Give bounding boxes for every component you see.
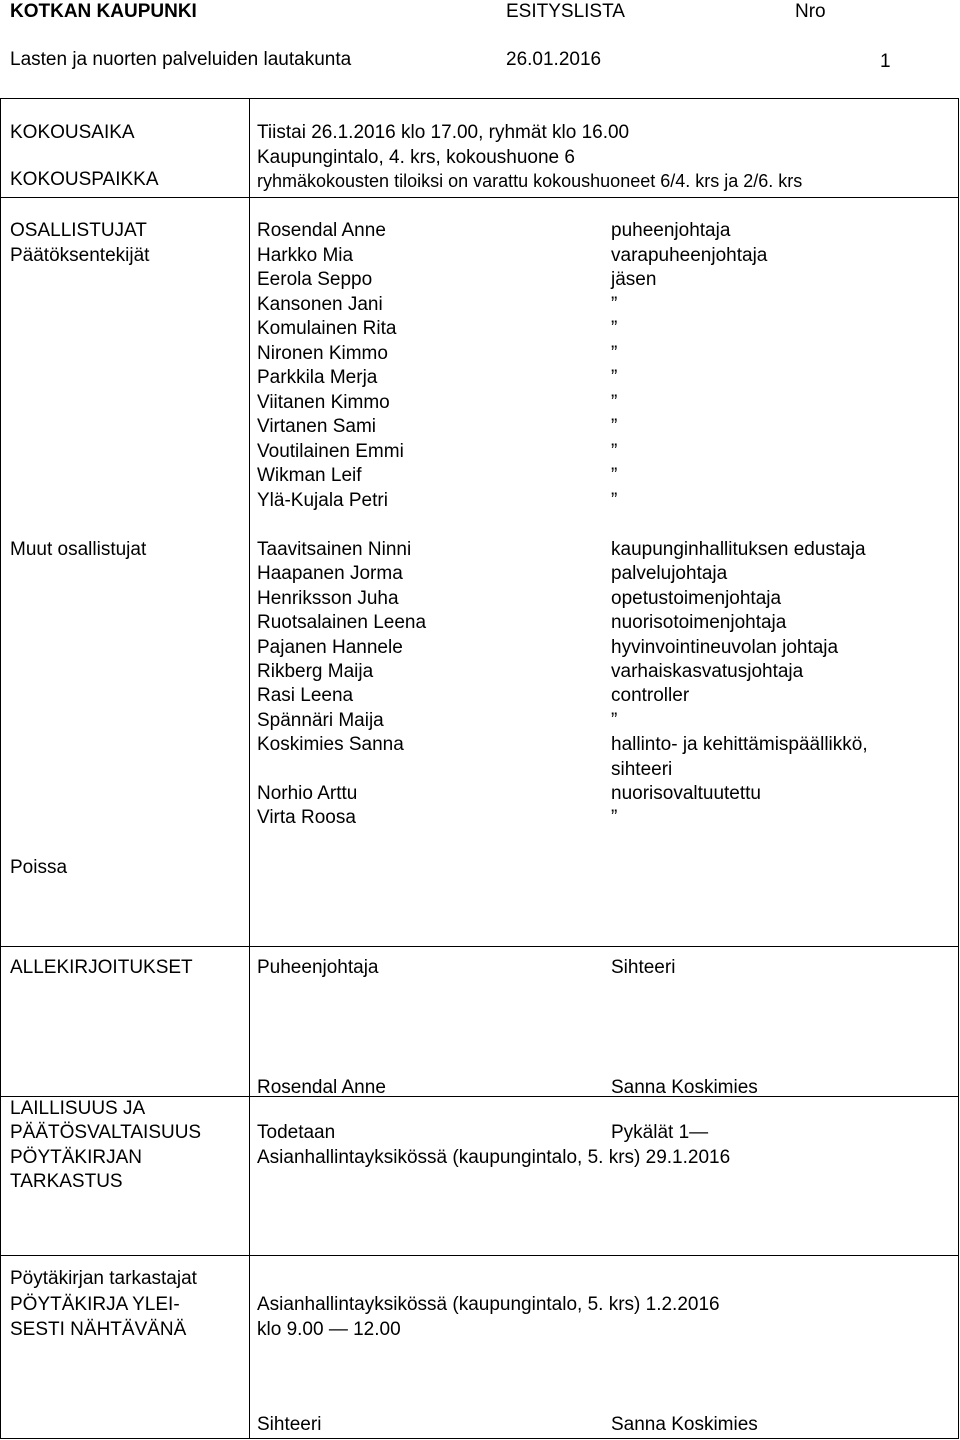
other-participant-role: sihteeri bbox=[611, 758, 673, 780]
meeting-info-bottom-border bbox=[0, 197, 959, 198]
meeting-place-label: KOKOUSPAIKKA bbox=[10, 169, 159, 190]
member-name: Harkko Mia bbox=[257, 244, 354, 266]
member-role: jäsen bbox=[611, 269, 657, 290]
review-label-1: PÖYTÄKIRJAN bbox=[10, 1147, 142, 1168]
public-display-value-2: klo 9.00 — 12.00 bbox=[257, 1319, 401, 1340]
public-display-value-1: Asianhallintayksikössä (kaupungintalo, 5. krs) 1.2.2016 bbox=[257, 1294, 720, 1315]
other-participant-name: Norhio Arttu bbox=[257, 783, 358, 804]
public-display-label-1: PÖYTÄKIRJA YLEI- bbox=[10, 1294, 180, 1315]
legality-sections: Pykälät 1— bbox=[611, 1122, 709, 1143]
board-name: Lasten ja nuorten palveluiden lautakunta bbox=[10, 49, 352, 70]
other-participant-role: kaupunginhallituksen edustaja bbox=[611, 539, 866, 560]
doc-type: ESITYSLISTA bbox=[506, 1, 625, 22]
other-participant-role: hallinto- ja kehittämispäällikkö, bbox=[611, 734, 868, 756]
column-divider bbox=[249, 98, 250, 1439]
other-participant-name: Rikberg Maija bbox=[257, 661, 374, 682]
member-name: Kansonen Jani bbox=[257, 293, 383, 315]
participants-label: OSALLISTUJAT bbox=[10, 220, 147, 241]
footer-secretary-name: Sanna Koskimies bbox=[611, 1414, 758, 1435]
meeting-place-line1: Kaupungintalo, 4. krs, kokoushuone 6 bbox=[257, 147, 575, 168]
member-role: ” bbox=[611, 416, 618, 437]
meeting-time-label: KOKOUSAIKA bbox=[10, 122, 135, 143]
review-label-2: TARKASTUS bbox=[10, 1171, 123, 1192]
member-name: Wikman Leif bbox=[257, 465, 362, 486]
member-name: Nironen Kimmo bbox=[257, 342, 388, 364]
table-bottom-border bbox=[0, 1438, 959, 1439]
other-participants-label: Muut osallistujat bbox=[10, 539, 147, 560]
decision-makers-label: Päätöksentekijät bbox=[10, 245, 150, 266]
org-name: KOTKAN KAUPUNKI bbox=[10, 1, 197, 22]
chair-title: Puheenjohtaja bbox=[257, 957, 379, 978]
meeting-place-line2: ryhmäkokousten tiloiksi on varattu kokoushuoneet 6/4. krs ja 2/6. krs bbox=[257, 171, 803, 191]
secretary-title: Sihteeri bbox=[611, 957, 676, 978]
other-participant-role: palvelujohtaja bbox=[611, 563, 728, 585]
member-name: Viitanen Kimmo bbox=[257, 391, 390, 413]
other-participant-name: Haapanen Jorma bbox=[257, 563, 403, 585]
member-role: ” bbox=[611, 489, 618, 511]
other-participant-name: Pajanen Hannele bbox=[257, 636, 403, 658]
chair-name: Rosendal Anne bbox=[257, 1077, 386, 1098]
other-participant-name: Taavitsainen Ninni bbox=[257, 539, 412, 560]
meeting-time-value: Tiistai 26.1.2016 klo 17.00, ryhmät klo 16.00 bbox=[257, 122, 630, 143]
member-role: ” bbox=[611, 293, 618, 315]
other-participant-role: nuorisotoimenjohtaja bbox=[611, 612, 787, 634]
member-name: Rosendal Anne bbox=[257, 220, 386, 241]
signatures-label: ALLEKIRJOITUKSET bbox=[10, 957, 193, 978]
other-participant-name: Spännäri Maija bbox=[257, 709, 384, 731]
participants-bottom-border bbox=[0, 946, 959, 947]
member-name: Komulainen Rita bbox=[257, 318, 397, 339]
other-participant-name: Virta Roosa bbox=[257, 807, 356, 829]
member-role: ” bbox=[611, 465, 618, 486]
member-role: ” bbox=[611, 342, 618, 364]
other-participant-role: ” bbox=[611, 807, 618, 829]
other-participant-role: hyvinvointineuvolan johtaja bbox=[611, 636, 839, 658]
member-role: ” bbox=[611, 440, 618, 462]
other-participant-role: nuorisovaltuutettu bbox=[611, 783, 761, 804]
other-participant-name: Koskimies Sanna bbox=[257, 734, 404, 756]
other-participant-role: opetustoimenjohtaja bbox=[611, 587, 782, 609]
nro-label: Nro bbox=[795, 1, 826, 22]
other-participant-name: Henriksson Juha bbox=[257, 587, 399, 609]
member-role: varapuheenjohtaja bbox=[611, 244, 768, 266]
legality-label-1: LAILLISUUS JA bbox=[10, 1098, 146, 1119]
legality-value: Todetaan bbox=[257, 1122, 336, 1143]
review-bottom-border bbox=[0, 1255, 959, 1256]
reviewers-label: Pöytäkirjan tarkastajat bbox=[10, 1268, 197, 1289]
absent-label: Poissa bbox=[10, 857, 68, 878]
other-participant-role: ” bbox=[611, 709, 618, 731]
other-participant-name: Ruotsalainen Leena bbox=[257, 612, 427, 634]
review-value: Asianhallintayksikössä (kaupungintalo, 5. krs) 29.1.2016 bbox=[257, 1147, 731, 1168]
other-participant-role: varhaiskasvatusjohtaja bbox=[611, 661, 804, 682]
other-participant-name: Rasi Leena bbox=[257, 685, 354, 707]
member-role: ” bbox=[611, 318, 618, 339]
other-participant-role: controller bbox=[611, 685, 690, 707]
member-name: Voutilainen Emmi bbox=[257, 440, 404, 462]
member-name: Virtanen Sami bbox=[257, 416, 376, 437]
meeting-date: 26.01.2016 bbox=[506, 49, 602, 70]
table-left-border bbox=[0, 98, 1, 1439]
footer-secretary-title: Sihteeri bbox=[257, 1414, 322, 1435]
secretary-name: Sanna Koskimies bbox=[611, 1077, 758, 1098]
page-number: 1 bbox=[880, 51, 891, 72]
member-name: Parkkila Merja bbox=[257, 367, 378, 388]
public-display-label-2: SESTI NÄHTÄVÄNÄ bbox=[10, 1319, 187, 1340]
member-role: ” bbox=[611, 367, 618, 388]
member-name: Eerola Seppo bbox=[257, 269, 373, 290]
member-name: Ylä-Kujala Petri bbox=[257, 489, 388, 511]
table-top-border bbox=[0, 98, 959, 99]
legality-label-2: PÄÄTÖSVALTAISUUS bbox=[10, 1122, 202, 1143]
table-right-border bbox=[958, 98, 959, 1439]
member-role: ” bbox=[611, 391, 618, 413]
member-role: puheenjohtaja bbox=[611, 220, 731, 241]
